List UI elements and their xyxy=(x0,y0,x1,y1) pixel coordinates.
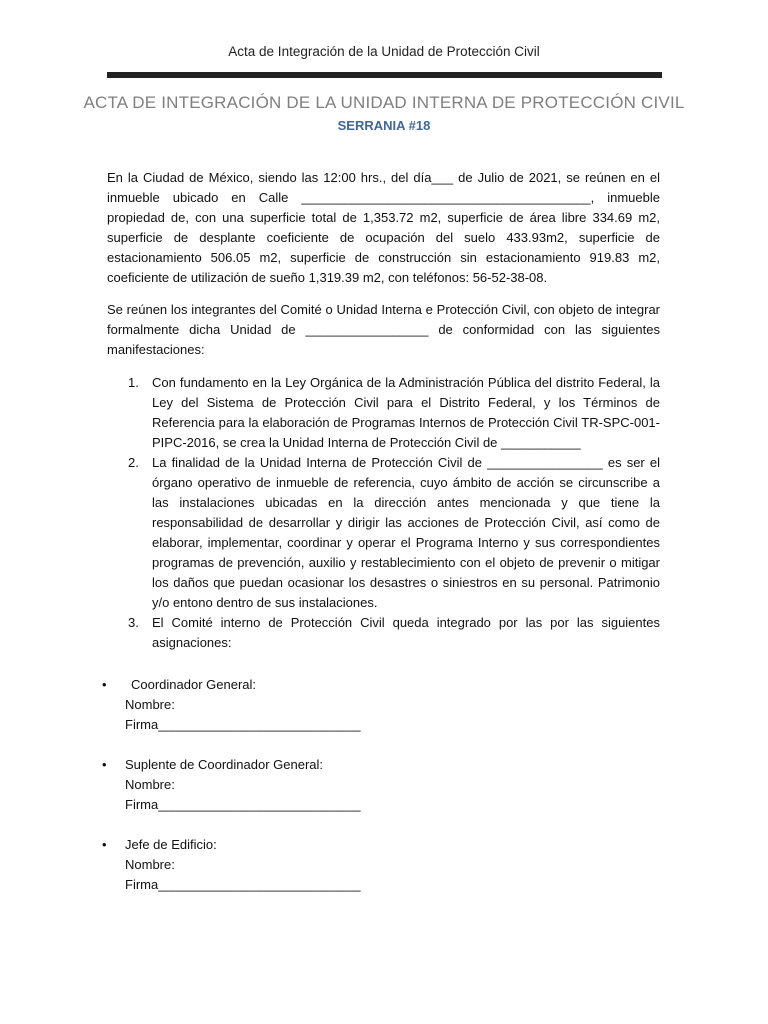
clauses-list xyxy=(107,373,660,653)
document-subtitle: SERRANIA #18 xyxy=(337,118,431,133)
clause-text: Con fundamento en la Ley Orgánica de la Administración Pública del distrito Federal, la Ley del Sistema de Protección Civil para el Distrito Federal, y los Términos de Referencia para la elaboración de Programas Internos de Protección Civil TR-SPC-001-PIPC-2016, se crea la Unidad Interna de Protección Civil de ___________ xyxy=(152,375,660,450)
clause-number: 1. xyxy=(128,375,139,390)
role-name-label: Nombre: xyxy=(125,697,175,712)
role-name-label: Nombre: xyxy=(125,777,175,792)
clause-number: 3. xyxy=(128,615,139,630)
role-title: Suplente de Coordinador General: xyxy=(125,757,324,772)
role-jefe-edificio xyxy=(98,835,498,895)
members-paragraph: Se reúnen los integrantes del Comité o Unidad Interna e Protección Civil, con objeto de integrar formalmente dicha Unidad de _________________ de conformidad con las siguientes manifestaciones: xyxy=(107,302,660,357)
list-item xyxy=(107,453,660,613)
running-header: Acta de Integración de la Unidad de Protección Civil xyxy=(228,44,540,59)
clause-text: El Comité interno de Protección Civil queda integrado por las por las siguientes asignaciones: xyxy=(152,615,660,650)
bullet-icon: • xyxy=(102,757,107,772)
role-signature-label: Firma____________________________ xyxy=(125,797,361,812)
role-signature-label: Firma____________________________ xyxy=(125,877,361,892)
role-title: Coordinador General: xyxy=(131,677,257,692)
bullet-icon: • xyxy=(102,677,107,692)
clause-number: 2. xyxy=(128,455,139,470)
clause-text: La finalidad de la Unidad Interna de Protección Civil de ________________ es ser el órgano operativo de inmueble de referencia, cuyo ámbito de acción se circunscribe a las instalaciones ubicadas en la dirección antes mencionada y que tiene la responsabilidad de desarrollar y dirigir las acciones de Protección Civil, así como de elaborar, implementar, coordinar y operar el Programa Interno y sus correspondientes programas de prevención, auxilio y restablecimiento con el objeto de prevenir o mitigar los daños que puedan ocasionar los desastres o siniestros en su personal. Patrimonio y/o entono dentro de sus instalaciones. xyxy=(152,455,660,610)
list-item xyxy=(107,613,660,653)
document-title: ACTA DE INTEGRACIÓN DE LA UNIDAD INTERNA DE PROTECCIÓN CIVIL xyxy=(83,93,685,112)
roles-list xyxy=(98,675,498,915)
role-title: Jefe de Edificio: xyxy=(125,837,217,852)
role-name-label: Nombre: xyxy=(125,857,175,872)
role-coordinador-general xyxy=(98,675,498,735)
bullet-icon: • xyxy=(102,837,107,852)
role-signature-label: Firma____________________________ xyxy=(125,717,361,732)
header-rule xyxy=(107,72,662,78)
list-item xyxy=(107,373,660,453)
intro-paragraph: En la Ciudad de México, siendo las 12:00 hrs., del día___ de Julio de 2021, se reúnen en el inmueble ubicado en Calle ________________________________________, inmueble propiedad de, con una superficie total de 1,353.72 m2, superficie de área libre 334.69 m2, superficie de desplante coeficiente de ocupación del suelo 433.93m2, superficie de estacionamiento 506.05 m2, superficie de construcción sin estacionamiento 919.83 m2, coeficiente de utilización de sueño 1,319.39 m2, con teléfonos: 56-52-38-08. xyxy=(107,170,660,285)
role-suplente-coordinador xyxy=(98,755,498,815)
